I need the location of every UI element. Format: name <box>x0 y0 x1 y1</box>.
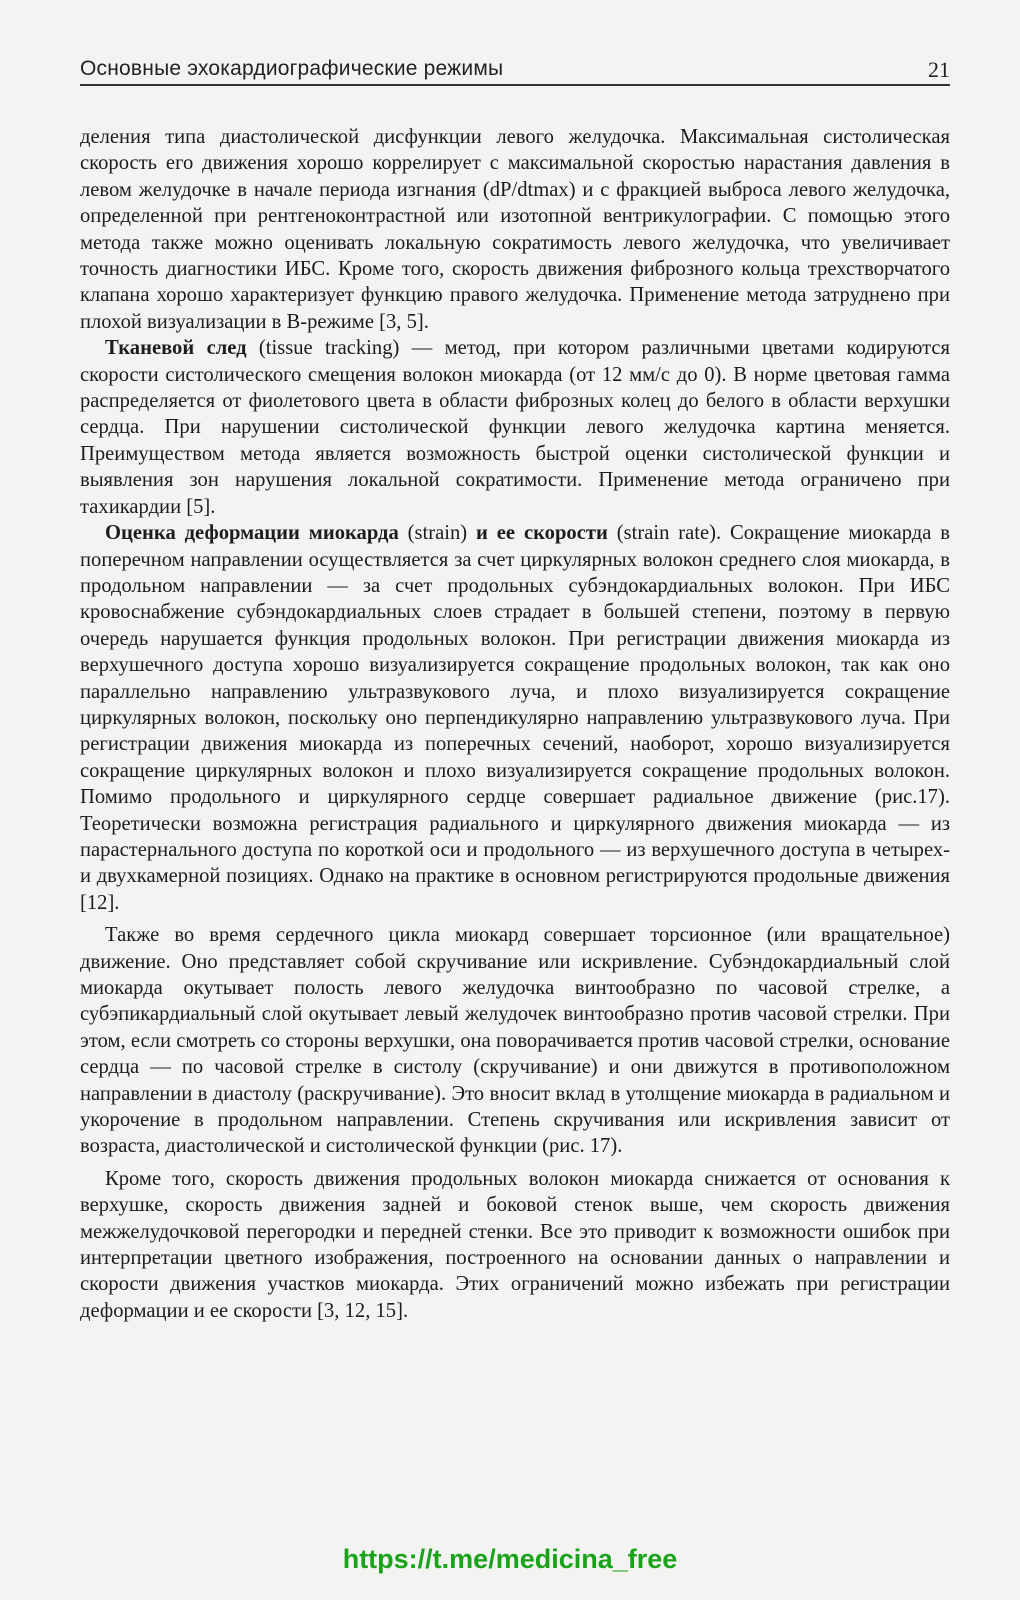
body-text <box>80 124 950 1324</box>
paragraph-text: деления типа диастолической дисфункции левого желудочка. Максимальная систолическая скорость его движения хорошо коррелирует с максимальной скоростью нарастания давления в левом желудочке в начале периода изгнания (dP/dtmax) и с фракцией выброса левого желудочка, определенной при рентгеноконтрастной или изотопной вентрикулографии. С помощью этого метода также можно оценивать локальную сократимость левого желудочка, что увеличивает точность диагностики ИБС. Кроме того, скорость движения фиброзного кольца трехстворчатого клапана хорошо характеризует функцию правого желудочка. Применение метода затруднено при плохой визуализации в В-режиме [3, 5]. <box>80 126 950 333</box>
paragraph-text: (strain) <box>398 522 477 545</box>
page-number: 21 <box>928 57 950 82</box>
page-header <box>80 57 950 87</box>
paragraph-text: Кроме того, скорость движения продольных волокон миокарда снижается от основания к верхушке, скорость движения задней и боковой стенок выше, чем скорость движения межжелудочковой перегородки и передней стенки. Все это приводит к возможности ошибок при интерпретации цветного изображения, построенного на основании данных о направлении и скорости движения участков миокарда. Этих ограничений можно избежать при регистрации деформации и ее скорости [3, 12, 15]. <box>80 1167 950 1322</box>
paragraph-text: Также во время сердечного цикла миокард совершает торсионное (или вращательное) движение. Оно представляет собой скручивание или искривление. Субэндокардиальный слой миокарда окутывает полость левого желудочка винтообразно по часовой стрелке, а субэпикардиальный слой окутывает левый желудочек винтообразно против часовой стрелки. При этом, если смотреть со стороны верхушки, она поворачивается против часовой стрелки, основание сердца — по часовой стрелке в систолу (скручивание) и они движутся в противоположном направлении в диастолу (раскручивание). Это вносит вклад в утолщение миокарда в радиальном и укорочение в продольном направлении. Степень скручивания или искривления зависит от возраста, диастолической и систолической функции (рис. 17). <box>80 924 950 1158</box>
paragraph-continued <box>80 124 950 335</box>
footer-link[interactable]: https://t.me/medicina_free <box>342 1544 678 1574</box>
paragraph-strain <box>80 520 950 916</box>
run-in-heading: Тканевой след <box>105 337 247 360</box>
running-title: Основные эхокардиографические режимы <box>80 57 504 80</box>
paragraph-tissue-tracking <box>80 335 950 520</box>
run-in-heading: Оценка деформации миокарда <box>105 522 399 545</box>
paragraph-text: (tissue tracking) — метод, при котором различными цветами кодируются скорости систолического смещения волокон миокарда (от 12 мм/с до 0). В норме цветовая гамма распределяется от фиолетового цвета в области фиброзных колец до белого в области верхушки сердца. При нарушении систолической функции левого желудочка картина меняется. Преимуществом метода является возможность быстрой оценки систолической функции и выявления зон нарушения локальной сократимости. Применение метода ограничено при тахикардии [5]. <box>80 337 950 518</box>
paragraph-text: (strain rate). Сокращение миокарда в поперечном направлении осуществляется за счет циркулярных волокон среднего слоя миокарда, в продольном направлении — за счет продольных субэндокардиальных волокон. При ИБС кровоснабжение субэндокардиальных слоев страдает в большей степени, поэтому в первую очередь нарушается функция продольных волокон. При регистрации движения миокарда из верхушечного доступа хорошо визуализируется сокращение продольных волокон, так как оно параллельно направлению ультразвукового луча, и плохо визуализируется сокращение циркулярных волокон, поскольку оно перпендикулярно направлению ультразвукового луча. При регистрации движения миокарда из поперечных сечений, наоборот, хорошо визуализируется сокращение циркулярных волокон и плохо визуализируется сокращение продольных волокон. Помимо продольного и циркулярного сердце совершает радиальное движение (рис.17). Теоретически возможна регистрация радиального и циркулярного движения миокарда — из парастернального доступа по короткой оси и продольного — из верхушечного доступа в четырех- и двухкамерной позициях. Однако на практике в основном регистрируются продольные движения [12]. <box>80 522 951 914</box>
header-rule <box>80 84 950 86</box>
paragraph-limitations <box>80 1166 950 1324</box>
run-in-heading: и ее скорости <box>476 522 608 545</box>
paragraph-torsion <box>80 922 950 1160</box>
